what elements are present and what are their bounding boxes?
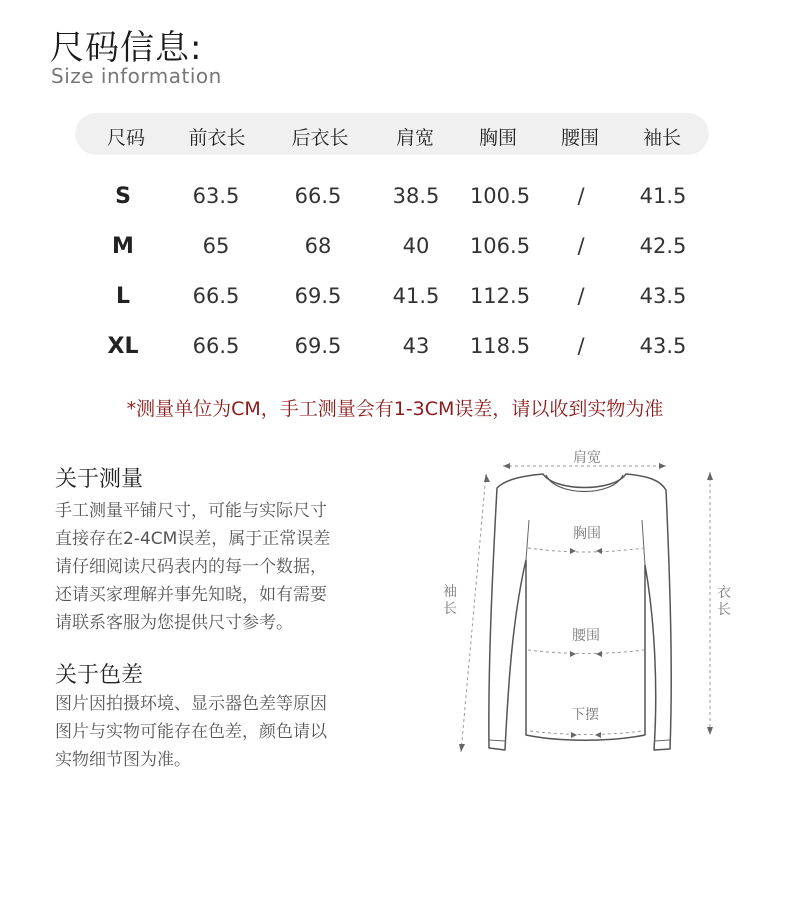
shoulder-cell: 41.5: [392, 284, 440, 308]
measure-section-title: 关于测量: [55, 467, 144, 492]
cuff-left: [489, 740, 505, 741]
sleeve-measure-line: [461, 474, 486, 752]
sleeve-label-char-1: 袖: [443, 584, 457, 600]
waist-cell: /: [577, 234, 585, 258]
back-length-cell: 69.5: [294, 284, 342, 308]
sleeve-seam-right: [642, 520, 645, 565]
chest-cell: 106.5: [469, 234, 531, 258]
waist-measure-line: [528, 650, 644, 654]
size-cell: M: [112, 234, 134, 259]
sleeve-cell: 43.5: [639, 284, 687, 308]
front-length-cell: 66.5: [192, 334, 240, 358]
header-front-length: 前衣长: [188, 127, 246, 149]
color-diff-line: 实物细节图为准。: [55, 750, 191, 770]
length-arrow-top: [707, 472, 713, 480]
length-label-char-1: 衣: [717, 585, 731, 601]
waist-cell: /: [577, 184, 585, 208]
hem-label: 下摆: [571, 707, 599, 723]
hem-arrow-right: [595, 732, 601, 738]
page-subtitle: Size information: [51, 64, 222, 88]
back-length-cell: 68: [304, 234, 332, 258]
back-length-cell: 69.5: [294, 334, 342, 358]
front-length-cell: 66.5: [192, 284, 240, 308]
chest-measure-line: [528, 548, 644, 552]
chest-arrow-right: [596, 548, 602, 554]
sleeve-cell: 42.5: [639, 234, 687, 258]
back-length-cell: 66.5: [294, 184, 342, 208]
chest-arrow-left: [570, 548, 576, 554]
chest-cell: 100.5: [469, 184, 531, 208]
header-chest: 胸围: [478, 127, 518, 149]
sleeve-seam-left: [526, 520, 529, 560]
sleeve-cell: 43.5: [639, 334, 687, 358]
chest-cell: 112.5: [469, 284, 531, 308]
front-length-cell: 65: [202, 234, 230, 258]
waist-arrow-right: [596, 651, 602, 657]
hem-arrow-left: [571, 732, 577, 738]
color-diff-line: 图片因拍摄环境、显示器色差等原因: [55, 694, 327, 714]
sleeve-arrow-bottom: [459, 744, 465, 752]
hem-measure-line: [530, 731, 642, 735]
shoulder-arrow-right: [659, 463, 666, 469]
header-shoulder: 肩宽: [395, 127, 435, 149]
sleeve-cell: 41.5: [639, 184, 687, 208]
size-cell: S: [115, 184, 131, 209]
shoulder-cell: 43: [402, 334, 430, 358]
measure-line: 手工测量平铺尺寸，可能与实际尺寸: [55, 501, 327, 521]
length-label-char-2: 长: [717, 602, 731, 618]
shoulder-label: 肩宽: [573, 450, 601, 466]
measure-line: 直接存在2-4CM误差，属于正常误差: [55, 529, 331, 549]
size-cell: XL: [107, 334, 139, 359]
size-cell: L: [115, 284, 131, 309]
front-length-cell: 63.5: [192, 184, 240, 208]
header-sleeve: 袖长: [642, 127, 682, 149]
shoulder-arrow-left: [503, 463, 510, 469]
cuff-right: [654, 740, 670, 741]
color-diff-line: 图片与实物可能存在色差，颜色请以: [55, 722, 327, 742]
shoulder-cell: 40: [402, 234, 430, 258]
header-back-length: 后衣长: [291, 127, 349, 149]
page-title: 尺码信息:: [50, 28, 203, 68]
chest-cell: 118.5: [469, 334, 531, 358]
measure-line: 请联系客服为您提供尺寸参考。: [55, 613, 293, 633]
waist-cell: /: [577, 334, 585, 358]
sleeve-label-char-2: 长: [443, 601, 457, 617]
shoulder-cell: 38.5: [392, 184, 440, 208]
waist-label: 腰围: [572, 628, 600, 644]
header-size: 尺码: [106, 127, 146, 149]
color-diff-section-title: 关于色差: [55, 663, 144, 688]
measure-line: 请仔细阅读尺码表内的每一个数据，: [55, 557, 327, 577]
waist-cell: /: [577, 284, 585, 308]
chest-label: 胸围: [573, 526, 601, 542]
measure-line: 还请买家理解并事先知晓，如有需要: [55, 585, 327, 605]
waist-arrow-left: [570, 651, 576, 657]
length-arrow-bottom: [707, 727, 713, 735]
measurement-note: *测量单位为CM，手工测量会有1-3CM误差，请以收到实物为准: [126, 398, 664, 420]
sleeve-arrow-top: [484, 474, 490, 482]
header-waist: 腰围: [560, 127, 600, 149]
